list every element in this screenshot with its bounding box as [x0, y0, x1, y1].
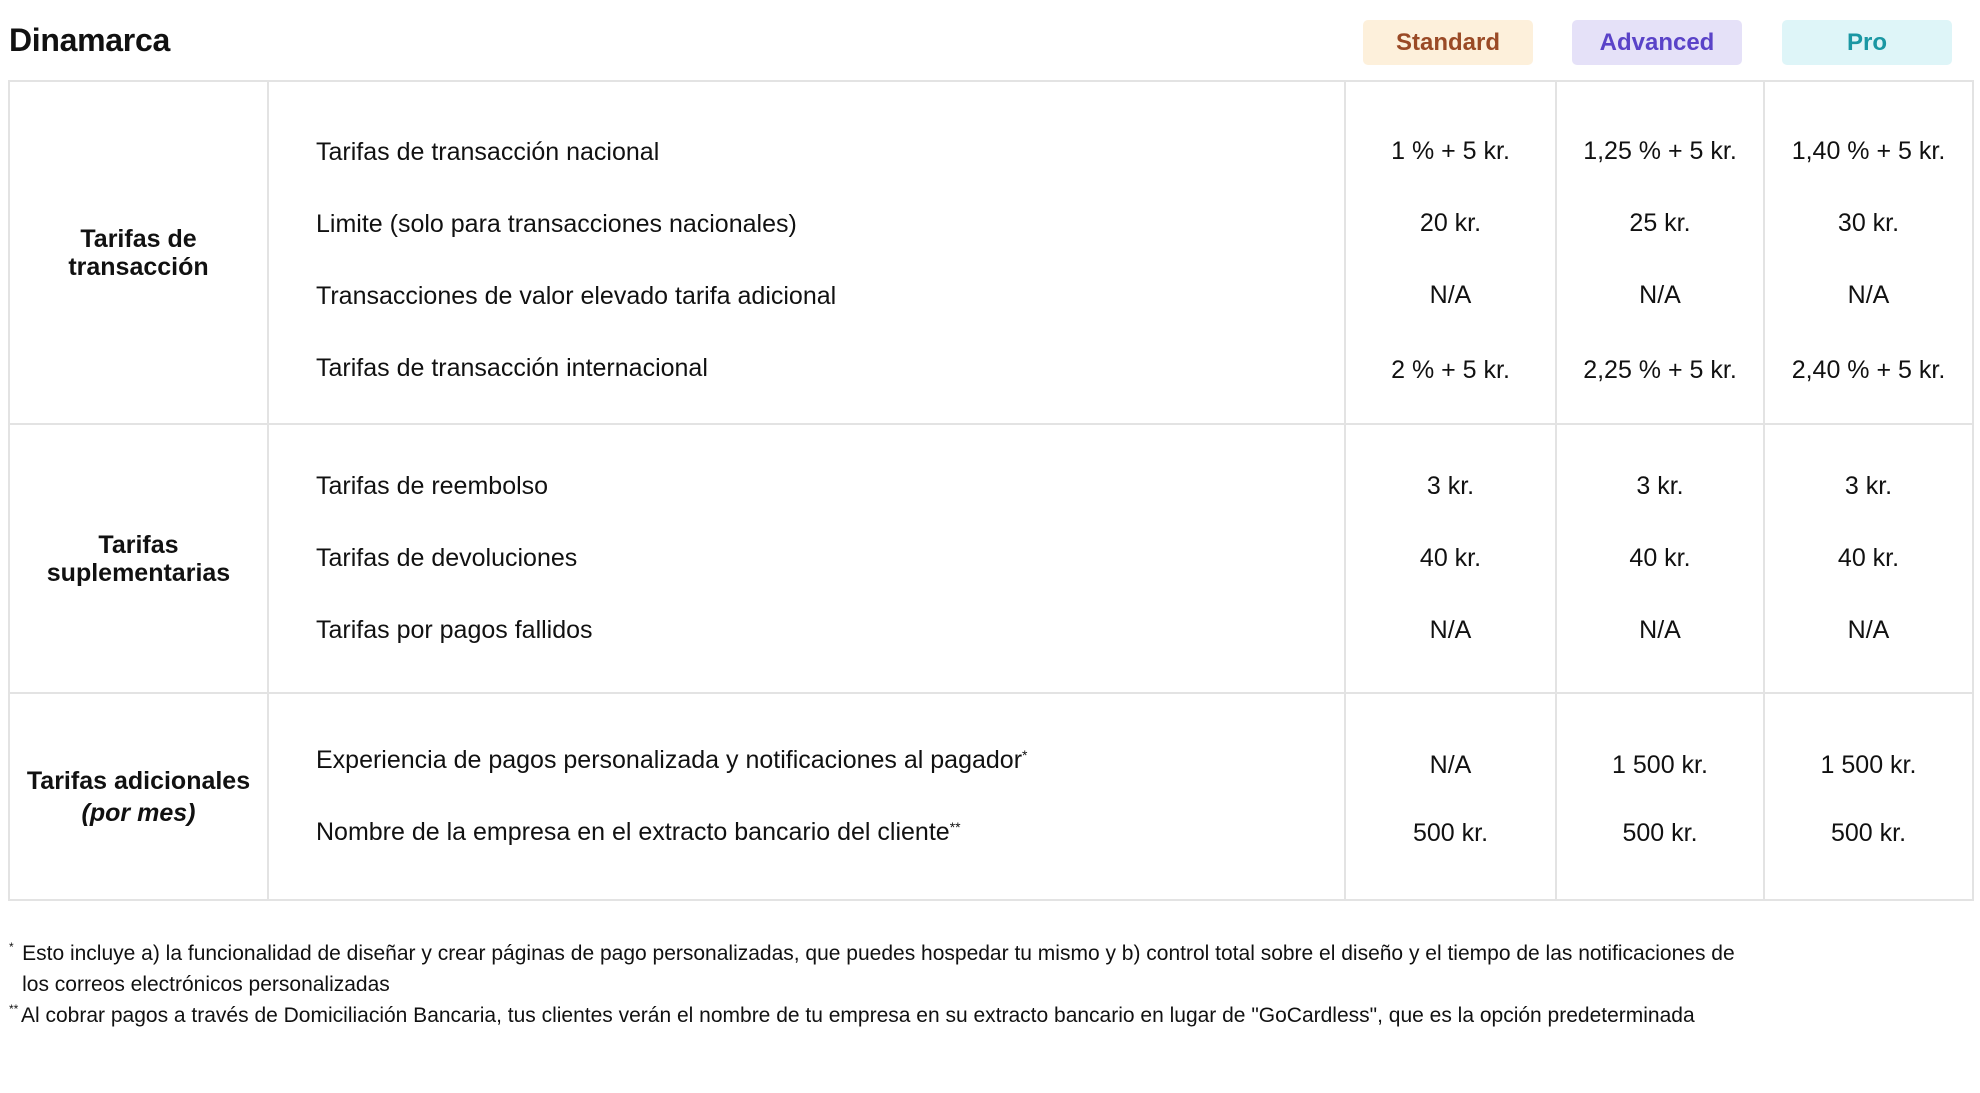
- value-advanced-company-name: 500 kr.: [1622, 819, 1698, 847]
- value-standard-custom-experience: N/A: [1429, 751, 1472, 779]
- footnote-text: Esto incluye a) la funcionalidad de diseñar y crear páginas de pago personalizadas, que puedes hospedar tu mismo y b) control total sobre el diseño y el tiempo de las notificaciones de los correos electrónicos personalizadas: [22, 942, 1735, 996]
- value-pro-high-value: N/A: [1847, 280, 1890, 309]
- footnote-2: [9, 1000, 1749, 1031]
- footnote-marker: **: [949, 818, 961, 835]
- plan-pro-badge: Pro: [1782, 20, 1952, 65]
- section-additional-fees: [9, 693, 1973, 900]
- value-standard-international: 2 % + 5 kr.: [1391, 355, 1510, 384]
- footnote-marker: *: [1022, 746, 1028, 763]
- value-advanced-high-value: N/A: [1639, 280, 1681, 309]
- section-transaction-fees: [9, 81, 1973, 424]
- value-standard-refund: 3 kr.: [1426, 472, 1475, 500]
- footnote-1: [9, 938, 1749, 1000]
- footnote-marker: *: [9, 940, 14, 954]
- value-standard-limit: 20 kr.: [1419, 208, 1482, 237]
- row-label-high-value: Transacciones de valor elevado tarifa adicional: [316, 282, 837, 310]
- row-label-company-name: Nombre de la empresa en el extracto bancario del cliente **: [316, 818, 961, 846]
- value-standard-high-value: N/A: [1429, 280, 1472, 309]
- footnote-marker: **: [9, 1002, 19, 1016]
- category-note: (por mes): [81, 798, 196, 827]
- value-pro-custom-experience: 1 500 kr.: [1820, 751, 1917, 779]
- row-label-domestic-transaction: Tarifas de transacción nacional: [316, 138, 660, 166]
- row-label-limit: Limite (solo para transacciones nacionales): [316, 210, 797, 238]
- value-advanced-custom-experience: 1 500 kr.: [1612, 751, 1708, 779]
- section-supplementary-fees: [9, 424, 1973, 693]
- plan-standard-badge: Standard: [1363, 20, 1533, 65]
- value-pro-domestic: 1,40 % + 5 kr.: [1791, 136, 1946, 165]
- value-standard-failed: N/A: [1429, 616, 1472, 644]
- fees-table: [8, 80, 1974, 901]
- value-standard-chargebacks: 40 kr.: [1419, 544, 1482, 572]
- category-additional-fees: [9, 693, 268, 900]
- footnotes: [9, 938, 1749, 1031]
- row-label-refund: Tarifas de reembolso: [316, 472, 549, 500]
- value-standard-domestic: 1 % + 5 kr.: [1391, 136, 1510, 165]
- category-label: Tarifas de transacción: [68, 224, 209, 281]
- category-transaction-fees: [9, 81, 268, 424]
- row-label-chargebacks: Tarifas de devoluciones: [316, 544, 578, 572]
- page-title: Dinamarca: [9, 22, 170, 58]
- row-label-failed-payments: Tarifas por pagos fallidos: [316, 616, 593, 644]
- row-label-custom-experience: Experiencia de pagos personalizada y notificaciones al pagador *: [316, 746, 1028, 774]
- value-pro-international: 2,40 % + 5 kr.: [1791, 355, 1946, 384]
- value-advanced-international: 2,25 % + 5 kr.: [1583, 355, 1737, 384]
- value-pro-chargebacks: 40 kr.: [1837, 544, 1900, 572]
- category-label: Tarifas suplementarias: [46, 530, 231, 587]
- row-label-international-transaction: Tarifas de transacción internacional: [316, 354, 708, 382]
- value-pro-limit: 30 kr.: [1837, 208, 1900, 237]
- value-advanced-limit: 25 kr.: [1629, 208, 1691, 237]
- category-label: Tarifas adicionales: [26, 766, 251, 795]
- value-advanced-domestic: 1,25 % + 5 kr.: [1583, 136, 1737, 165]
- value-advanced-chargebacks: 40 kr.: [1629, 544, 1691, 572]
- value-pro-refund: 3 kr.: [1844, 472, 1893, 500]
- plan-advanced-badge: Advanced: [1572, 20, 1742, 65]
- value-advanced-refund: 3 kr.: [1636, 472, 1684, 500]
- footnote-text: Al cobrar pagos a través de Domiciliación Bancaria, tus clientes verán el nombre de tu empresa en su extracto bancario en lugar de "GoCardless", que es la opción predeterminada: [21, 1004, 1695, 1027]
- category-supplementary-fees: [9, 424, 268, 693]
- value-standard-company-name: 500 kr.: [1412, 819, 1489, 847]
- value-pro-company-name: 500 kr.: [1830, 819, 1907, 847]
- value-advanced-failed: N/A: [1639, 616, 1681, 644]
- value-pro-failed: N/A: [1847, 616, 1890, 644]
